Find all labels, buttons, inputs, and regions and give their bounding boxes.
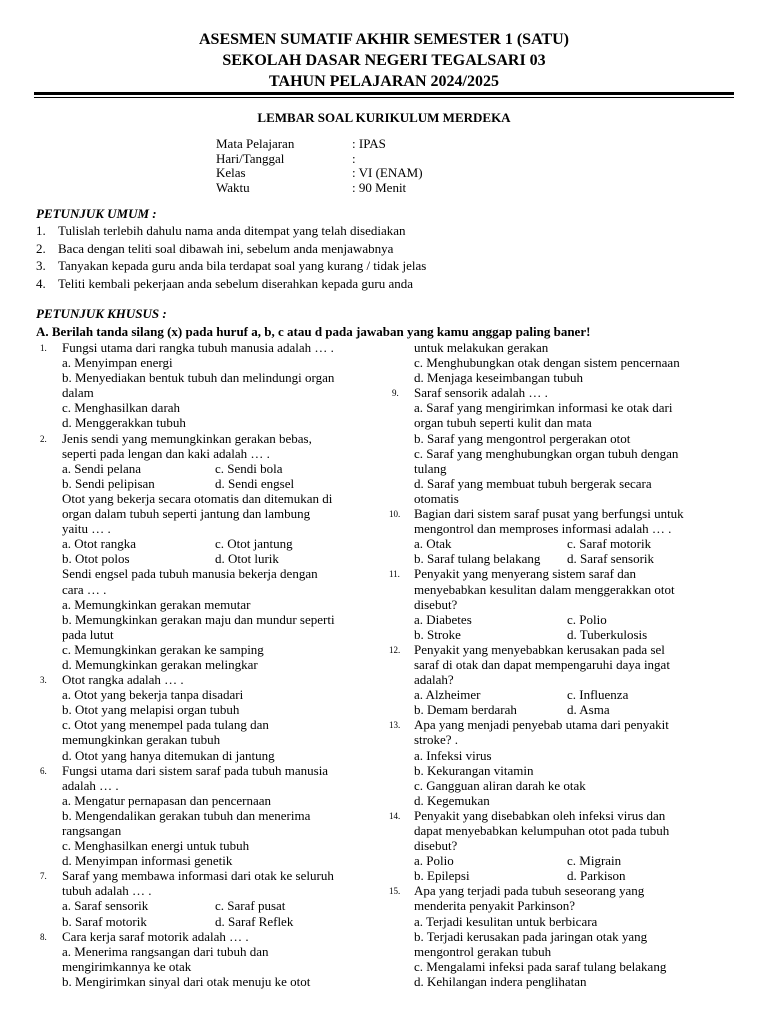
answer-option: d. Saraf sensorik [567, 551, 655, 567]
info-key: Kelas [216, 165, 246, 181]
answer-option: b. Otot polos [62, 551, 130, 567]
special-instructions-heading: PETUNJUK KHUSUS : [36, 306, 167, 321]
answer-option: c. Saraf pusat [215, 898, 286, 914]
header-rule-thin [34, 97, 734, 98]
question-label: Fungsi utama dari sistem saraf pada tubuh manusia [62, 762, 329, 778]
answer-option: d. Kehilangan indera penglihatan [414, 973, 587, 989]
header-line-2: SEKOLAH DASAR NEGERI TEGALSARI 03 [222, 52, 546, 69]
answer-option: d. Menggerakkan tubuh [62, 415, 186, 431]
answer-option: c. Saraf yang menghubungkan organ tubuh dengan [414, 445, 679, 461]
answer-option: stroke? . [414, 732, 459, 748]
answer-option: a. Menerima rangsangan dari tubuh dan [62, 943, 269, 959]
answer-option: a. Otot rangka [62, 536, 137, 552]
answer-option: menderita penyakit Parkinson? [414, 898, 576, 914]
answer-option: memungkinkan gerakan tubuh [62, 732, 221, 748]
answer-option: d. Sendi engsel [215, 475, 295, 491]
answer-option-pair [62, 536, 386, 551]
question-text [388, 883, 738, 898]
answer-option: mengirimkannya ke otak [62, 958, 192, 974]
question-number: 11. [389, 569, 400, 580]
answer-option: Sendi engsel pada tubuh manusia bekerja dengan [62, 566, 318, 582]
question-label: Otot rangka adalah … . [62, 672, 184, 688]
question-text [388, 566, 738, 581]
question-label: Penyakit yang disebabkan oleh infeksi virus dan [414, 807, 666, 823]
answer-option: b. Terjadi kerusakan pada jaringan otak yang [414, 928, 648, 944]
question-number: 1. [40, 343, 47, 353]
question-label: Cara kerja saraf motorik adalah … . [62, 928, 249, 944]
answer-option: rangsangan [62, 823, 122, 838]
answer-option: a. Saraf sensorik [62, 898, 149, 914]
answer-option: c. Otot yang menempel pada tulang dan [62, 717, 269, 733]
answer-option: a. Sendi pelana [62, 460, 142, 476]
question-label: Jenis sendi yang memungkinkan gerakan bebas, [62, 430, 312, 446]
answer-option: a. Memungkinkan gerakan memutar [62, 596, 251, 612]
answer-option: a. Terjadi kesulitan untuk berbicara [414, 913, 598, 929]
list-text: Teliti kembali pekerjaan anda sebelum diserahkan kepada guru anda [58, 275, 413, 291]
answer-option: menyebabkan kesulitan dalam menggerakkan otot [414, 581, 675, 597]
answer-option: a. Otak [414, 536, 452, 552]
answer-option: d. Memungkinkan gerakan melingkar [62, 656, 258, 672]
answer-option: c. Menghasilkan energi untuk tubuh [62, 838, 250, 854]
answer-option-pair [414, 868, 738, 883]
list-text: Baca dengan teliti soal dibawah ini, sebelum anda menjawabnya [58, 240, 394, 256]
answer-option: c. Menghubungkan otak dengan sistem pencernaan [414, 355, 680, 371]
answer-option: a. Mengatur pernapasan dan pencernaan [62, 792, 271, 808]
answer-option: c. Gangguan aliran darah ke otak [414, 777, 586, 793]
answer-option: a. Infeksi virus [414, 747, 492, 763]
question-number: 7. [40, 871, 47, 882]
answer-option-pair [414, 853, 738, 868]
answer-option: a. Otot yang bekerja tanpa disadari [62, 687, 244, 703]
answer-option: d. Otot lurik [215, 551, 279, 567]
list-item [36, 257, 426, 275]
question-text [388, 808, 738, 823]
answer-option: d. Saraf yang membuat tubuh bergerak secara [414, 475, 652, 491]
answer-option: organ tubuh seperti kulit dan mata [414, 415, 592, 431]
answer-option: d. Asma [567, 702, 610, 718]
question-text [388, 717, 738, 732]
answer-option: d. Kegemukan [414, 792, 490, 808]
question-number: 15. [389, 886, 401, 897]
answer-option-pair [414, 687, 738, 702]
answer-option-pair [62, 551, 386, 566]
answer-option: yaitu … . [62, 521, 111, 537]
answer-option: b. Memungkinkan gerakan maju dan mundur seperti [62, 611, 335, 627]
list-item [36, 275, 426, 293]
answer-option: untuk melakukan gerakan [414, 340, 549, 355]
answer-option: b. Saraf tulang belakang [414, 551, 541, 567]
answer-option: a. Polio [414, 853, 454, 869]
answer-option: disebut? [414, 596, 458, 612]
question-label: Bagian dari sistem saraf pusat yang berfungsi untuk [414, 506, 684, 522]
question-label: Saraf yang membawa informasi dari otak ke seluruh [62, 868, 334, 884]
answer-option-pair [414, 627, 738, 642]
answer-option: mengontrol gerakan tubuh [414, 943, 552, 959]
general-instructions-heading: PETUNJUK UMUM : [36, 206, 157, 221]
answer-option: d. Tuberkulosis [567, 626, 648, 642]
question-text [388, 642, 738, 657]
answer-option: b. Demam berdarah [414, 702, 517, 718]
info-value: : VI (ENAM) [352, 165, 423, 181]
answer-option: c. Otot jantung [215, 536, 293, 552]
list-item [36, 222, 426, 240]
list-text: Tanyakan kepada guru anda bila terdapat soal yang kurang / tidak jelas [58, 258, 427, 274]
answer-option: b. Otot yang melapisi organ tubuh [62, 702, 240, 718]
question-text [36, 431, 386, 446]
answer-option: b. Mengendalikan gerakan tubuh dan menerima [62, 807, 311, 823]
answer-option-pair [62, 476, 386, 491]
answer-option: dapat menyebabkan kelumpuhan otot pada tubuh [414, 823, 670, 838]
questions-right-column [388, 340, 738, 989]
question-number: 8. [40, 931, 47, 942]
answer-option: tubuh adalah … . [62, 883, 152, 899]
answer-option: c. Migrain [567, 853, 622, 869]
header-rule-thick [34, 92, 734, 95]
list-text: Tulislah terlebih dahulu nama anda ditempat yang telah disediakan [58, 223, 406, 238]
question-text [388, 506, 738, 521]
question-number: 6. [40, 765, 47, 776]
page-subtitle: LEMBAR SOAL KURIKULUM MERDEKA [257, 110, 511, 125]
answer-option-pair [414, 612, 738, 627]
answer-option: b. Saraf yang mengontrol pergerakan otot [414, 430, 631, 446]
info-key: Hari/Tanggal [216, 150, 285, 166]
answer-option: c. Influenza [567, 687, 629, 703]
answer-option-pair [414, 551, 738, 566]
question-number: 10. [389, 509, 401, 520]
answer-option: b. Saraf motorik [62, 913, 147, 929]
answer-option: saraf di otak dan dapat mempengaruhi daya ingat [414, 656, 670, 672]
answer-option: b. Mengirimkan sinyal dari otak menuju ke otot [62, 973, 311, 989]
answer-option: c. Sendi bola [215, 460, 283, 476]
answer-option: c. Memungkinkan gerakan ke samping [62, 641, 264, 657]
question-text [36, 672, 386, 687]
answer-option: otomatis [414, 490, 459, 506]
answer-option: adalah? [414, 672, 454, 688]
answer-option: disebut? [414, 838, 458, 854]
info-key: Waktu [216, 180, 250, 196]
answer-option: d. Otot yang hanya ditemukan di jantung [62, 747, 275, 763]
question-number: 9. [392, 388, 399, 399]
info-value: : 90 Menit [352, 180, 407, 196]
question-text [36, 763, 386, 778]
section-a-instruction: A. Berilah tanda silang (x) pada huruf a, b, c atau d pada jawaban yang kamu anggap paling baner! [36, 324, 591, 339]
question-number: 13. [389, 720, 401, 731]
answer-option: b. Epilepsi [414, 868, 470, 884]
answer-option: c. Polio [567, 611, 607, 627]
list-number: 4. [36, 275, 46, 291]
list-number: 1. [36, 223, 46, 238]
answer-option: Otot yang bekerja secara otomatis dan ditemukan di [62, 490, 333, 506]
answer-option: mengontrol dan memproses informasi adalah … . [414, 521, 672, 537]
info-value: : IPAS [352, 136, 386, 151]
answer-option-pair [414, 536, 738, 551]
answer-option: organ dalam tubuh seperti jantung dan lambung [62, 506, 311, 522]
answer-option: b. Sendi pelipisan [62, 475, 155, 491]
question-number: 12. [389, 644, 401, 655]
info-key: Mata Pelajaran [216, 136, 295, 151]
question-text [36, 929, 386, 944]
answer-option: b. Kekurangan vitamin [414, 762, 534, 778]
list-number: 3. [36, 258, 46, 274]
answer-option: d. Parkison [567, 868, 626, 884]
answer-option: adalah … . [62, 777, 119, 793]
answer-option: c. Menghasilkan darah [62, 400, 181, 416]
answer-option: tulang [414, 460, 447, 476]
answer-option-pair [62, 914, 386, 929]
answer-option: a. Menyimpan energi [62, 355, 173, 371]
question-number: 2. [40, 433, 47, 444]
answer-option: pada lutut [62, 626, 114, 642]
answer-option: c. Saraf motorik [567, 536, 652, 552]
answer-option: a. Diabetes [414, 611, 472, 627]
question-number: 3. [40, 675, 47, 686]
general-instructions-list [36, 222, 426, 292]
question-text [36, 340, 386, 355]
questions-left-column [36, 340, 386, 989]
answer-option: a. Alzheimer [414, 687, 481, 703]
question-label: Apa yang menjadi penyebab utama dari penyakit [414, 717, 669, 733]
question-label: Penyakit yang menyerang sistem saraf dan [414, 566, 637, 582]
question-label: Penyakit yang menyebabkan kerusakan pada sel [414, 641, 665, 657]
question-text [36, 868, 386, 883]
answer-option: b. Menyediakan bentuk tubuh dan melindungi organ [62, 370, 335, 386]
answer-option: b. Stroke [414, 626, 461, 642]
question-label: Apa yang terjadi pada tubuh seseorang yang [414, 883, 645, 899]
answer-option: dalam [62, 385, 94, 401]
list-number: 2. [36, 240, 46, 256]
info-value: : [352, 150, 356, 166]
header-line-3: TAHUN PELAJARAN 2024/2025 [269, 73, 499, 90]
question-label: Fungsi utama dari rangka tubuh manusia adalah … . [62, 340, 334, 355]
answer-option: d. Menyimpan informasi genetik [62, 853, 233, 869]
answer-option-pair [62, 461, 386, 476]
answer-option: c. Mengalami infeksi pada saraf tulang belakang [414, 958, 667, 974]
header-line-1: ASESMEN SUMATIF AKHIR SEMESTER 1 (SATU) [199, 31, 569, 48]
question-number: 14. [389, 810, 401, 821]
list-item [36, 240, 426, 258]
answer-option: a. Saraf yang mengirimkan informasi ke otak dari [414, 400, 673, 416]
answer-option-pair [62, 898, 386, 913]
answer-option: d. Saraf Reflek [215, 913, 294, 929]
answer-option-pair [414, 702, 738, 717]
answer-option: d. Menjaga keseimbangan tubuh [414, 370, 583, 386]
question-text [388, 385, 738, 400]
answer-option: cara … . [62, 581, 107, 597]
answer-option: seperti pada lengan dan kaki adalah … . [62, 445, 270, 461]
question-label: Saraf sensorik adalah … . [414, 385, 548, 401]
